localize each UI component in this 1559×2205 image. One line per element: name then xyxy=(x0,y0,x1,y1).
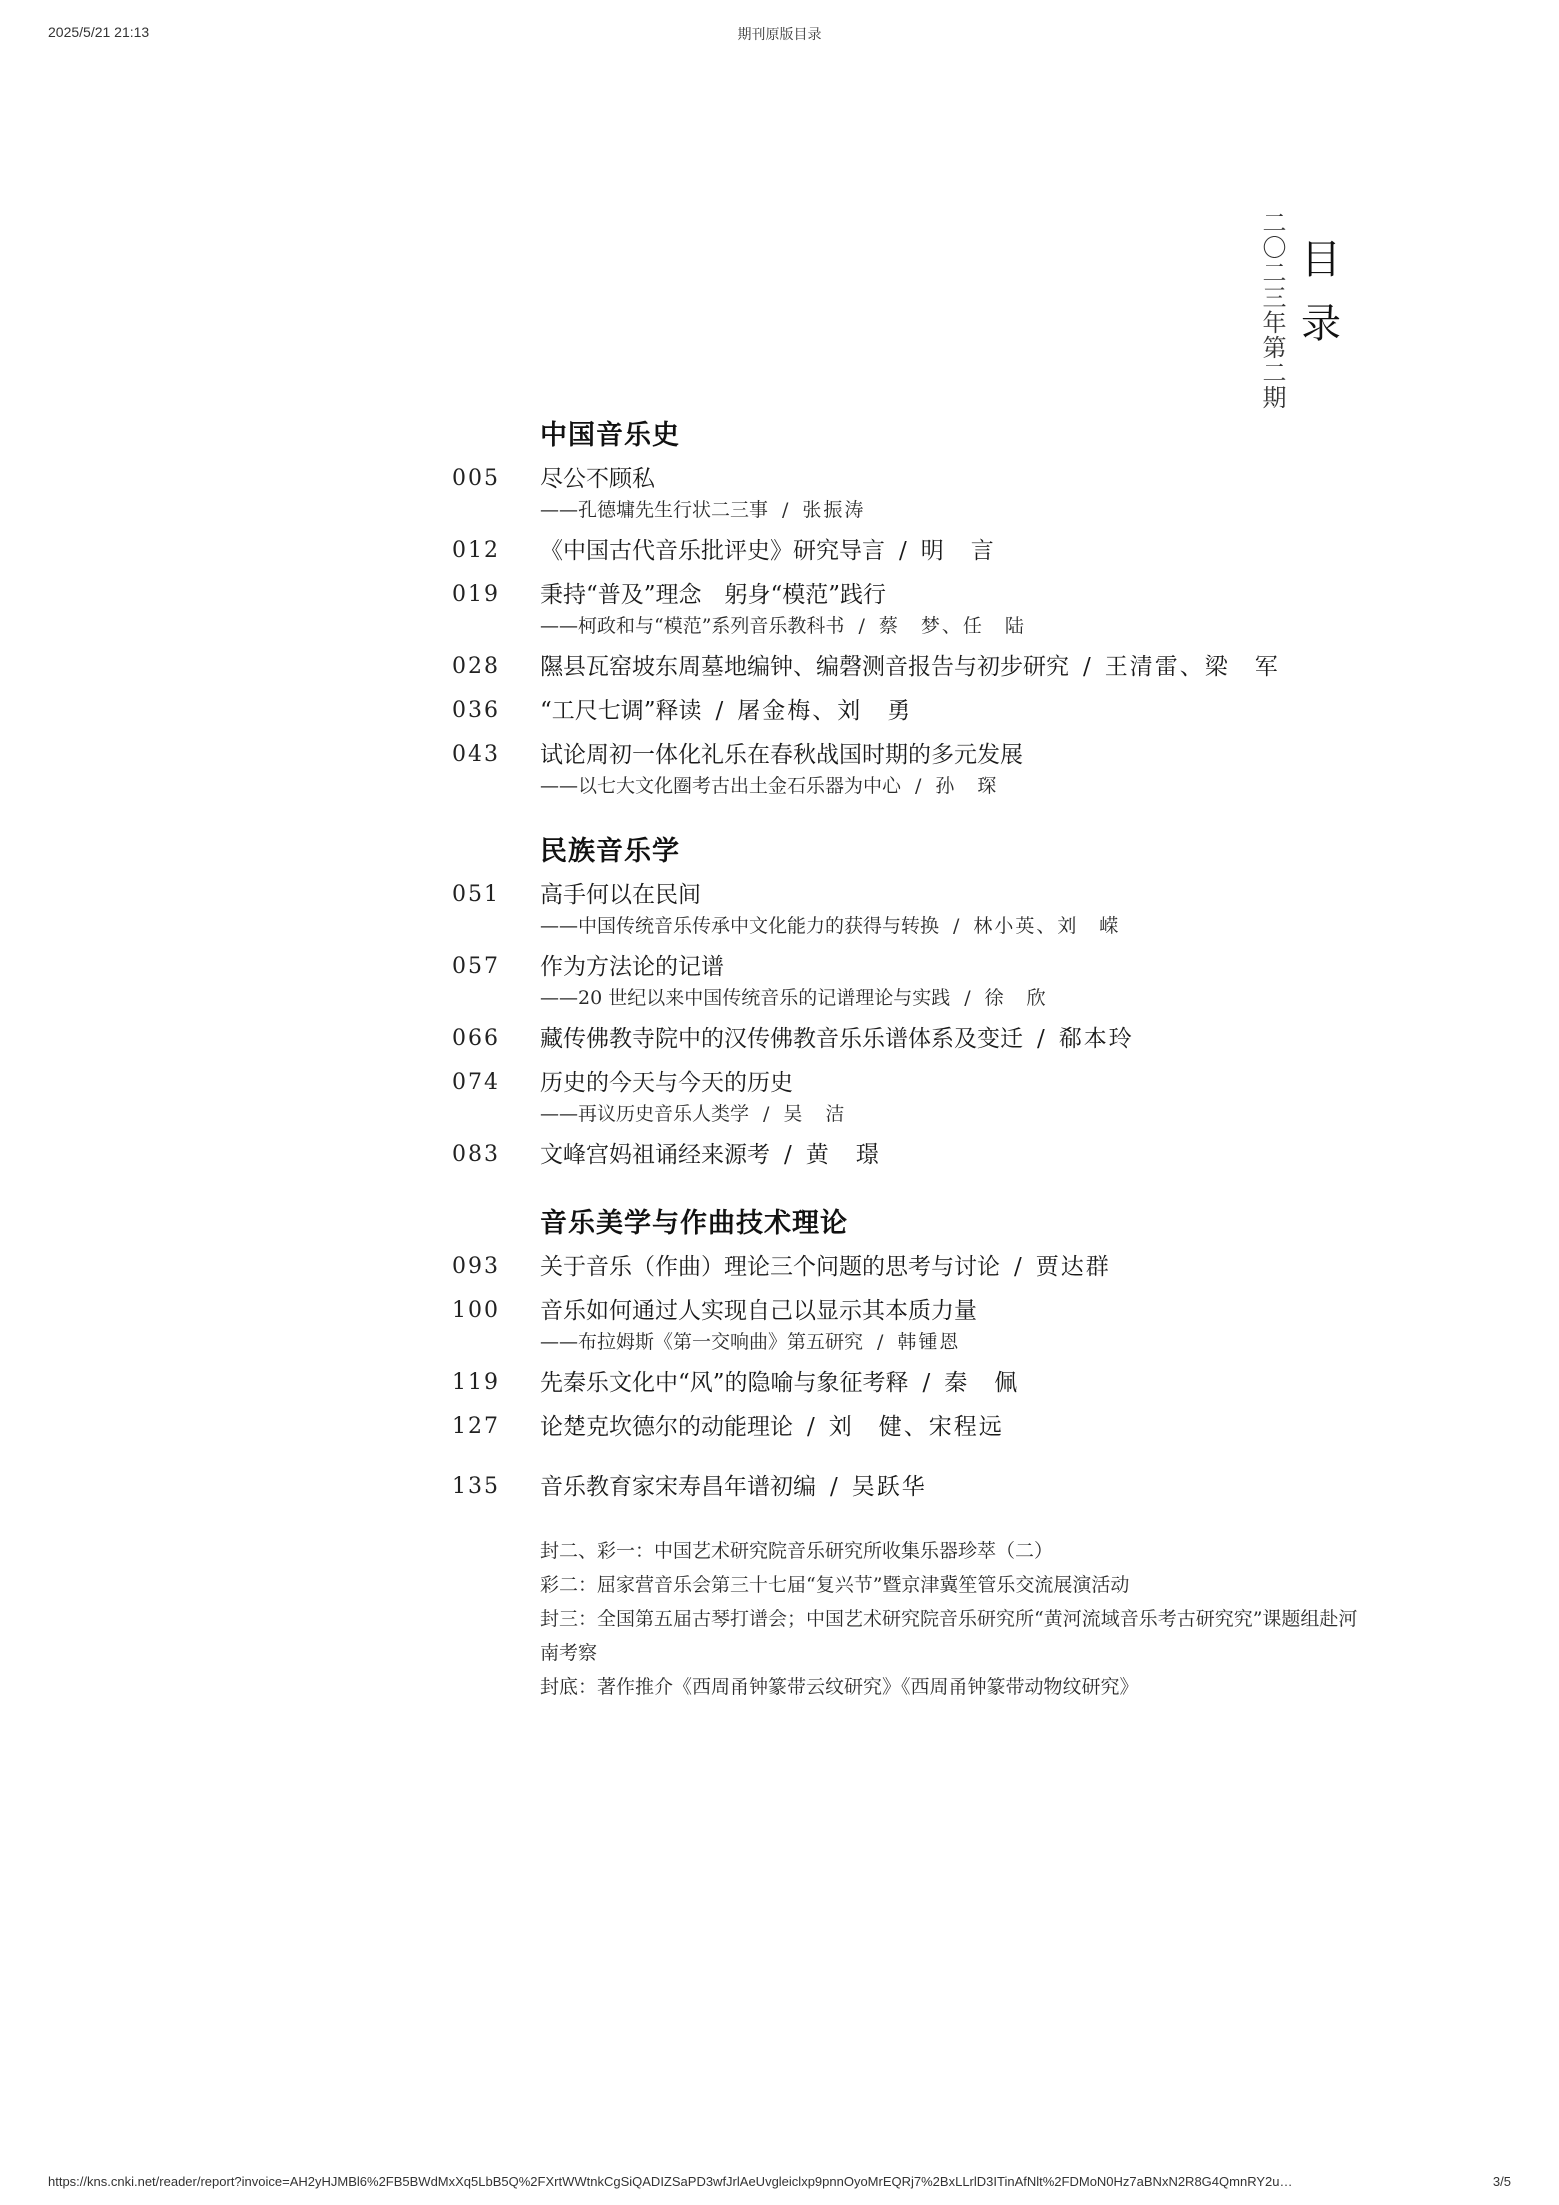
entry-body xyxy=(540,534,1352,568)
toc-entry[interactable] xyxy=(452,1138,1352,1172)
entry-author: 徐 欣 xyxy=(984,987,1048,1009)
print-page-number: 3/5 xyxy=(1492,2174,1511,2189)
toc-entry[interactable] xyxy=(452,738,1352,800)
separator-slash: / xyxy=(915,775,922,797)
entry-title: 藏传佛教寺院中的汉传佛教音乐乐谱体系及变迁 xyxy=(540,1026,1023,1052)
entry-page-number: 012 xyxy=(452,538,500,563)
toc-entry[interactable] xyxy=(452,878,1352,940)
section-title: 中国音乐史 xyxy=(540,420,680,451)
separator-slash: / xyxy=(715,698,724,724)
entry-body xyxy=(540,578,1352,640)
entry-title-line xyxy=(540,650,1352,684)
toc-entry[interactable] xyxy=(452,1366,1352,1400)
entry-title: 先秦乐文化中“风”的隐喻与象征考释 xyxy=(540,1370,909,1396)
entry-title-line xyxy=(540,1470,1352,1504)
entry-title: 《中国古代音乐批评史》研究导言 xyxy=(540,538,885,564)
entry-body xyxy=(540,650,1352,684)
section-title: 民族音乐学 xyxy=(540,836,680,867)
toc-entry[interactable] xyxy=(452,694,1352,728)
entry-body xyxy=(540,950,1352,1012)
section-title: 音乐美学与作曲技术理论 xyxy=(540,1208,848,1239)
separator-slash: / xyxy=(877,1331,884,1353)
entry-body xyxy=(540,1066,1352,1128)
entry-subtitle-line xyxy=(540,1328,1352,1356)
entry-title-line xyxy=(540,738,1352,772)
entry-page-number: 083 xyxy=(452,1142,500,1167)
entry-title-line xyxy=(540,534,1352,568)
entry-body xyxy=(540,462,1352,524)
entry-author: 王清雷、梁 军 xyxy=(1104,654,1280,680)
separator-slash: / xyxy=(763,1103,770,1125)
entry-title: 音乐如何通过人实现自己以显示其本质力量 xyxy=(540,1298,977,1324)
entry-title: “工尺七调”释读 xyxy=(540,698,702,724)
toc-entry[interactable] xyxy=(452,534,1352,568)
entry-author: 秦 佩 xyxy=(944,1370,1020,1396)
entry-page-number: 057 xyxy=(452,954,500,979)
print-page-title: 期刊原版目录 xyxy=(737,26,822,42)
toc-entry[interactable] xyxy=(452,650,1352,684)
entry-body xyxy=(540,1138,1352,1172)
entry-title: 隰县瓦窑坡东周墓地编钟、编磬测音报告与初步研究 xyxy=(540,654,1069,680)
entry-title-line xyxy=(540,1066,1352,1100)
toc-entry[interactable] xyxy=(452,1410,1352,1444)
entry-title: 论楚克坎德尔的动能理论 xyxy=(540,1414,793,1440)
entry-body xyxy=(540,738,1352,800)
entry-subtitle: ——以七大文化圈考古出土金石乐器为中心 xyxy=(540,775,902,797)
toc-section xyxy=(452,1470,1352,1504)
entry-title: 文峰宫妈祖诵经来源考 xyxy=(540,1142,770,1168)
toc-title xyxy=(1301,228,1351,356)
issue-label: 二〇二三年第二期 xyxy=(1258,210,1286,410)
entry-page-number: 036 xyxy=(452,698,500,723)
entry-body xyxy=(540,1410,1352,1444)
entry-title-line xyxy=(540,1294,1352,1328)
entry-author: 黄 璟 xyxy=(805,1142,881,1168)
entry-subtitle-line xyxy=(540,496,1352,524)
entry-author: 蔡 梦、任 陆 xyxy=(878,615,1026,637)
entry-page-number: 051 xyxy=(452,882,500,907)
entry-subtitle-line xyxy=(540,984,1352,1012)
toc-entry[interactable] xyxy=(452,1470,1352,1504)
toc-section xyxy=(452,410,1352,800)
print-timestamp: 2025/5/21 21:13 xyxy=(48,24,150,40)
toc-section xyxy=(452,1198,1352,1444)
print-footer xyxy=(0,2174,1559,2196)
cover-note: 彩二：屈家营音乐会第三十七届“复兴节”暨京津冀笙管乐交流展演活动 xyxy=(540,1574,1130,1596)
entry-body xyxy=(540,1470,1352,1504)
entry-page-number: 135 xyxy=(452,1474,500,1499)
entry-author: 明 言 xyxy=(920,538,996,564)
entry-title: 关于音乐（作曲）理论三个问题的思考与讨论 xyxy=(540,1254,1000,1280)
entry-body xyxy=(540,1366,1352,1400)
table-of-contents xyxy=(452,410,1358,1704)
entry-subtitle: ——20 世纪以来中国传统音乐的记谱理论与实践 xyxy=(540,987,951,1009)
separator-slash: / xyxy=(782,499,789,521)
entry-subtitle-line xyxy=(540,612,1352,640)
toc-entry[interactable] xyxy=(452,1066,1352,1128)
entry-title-line xyxy=(540,950,1352,984)
entry-author: 吴 洁 xyxy=(783,1103,847,1125)
separator-slash: / xyxy=(964,987,971,1009)
cover-notes xyxy=(540,1534,1360,1704)
entry-title-line xyxy=(540,878,1352,912)
entry-title: 高手何以在民间 xyxy=(540,882,701,908)
entry-page-number: 019 xyxy=(452,582,500,607)
entry-body xyxy=(540,1022,1352,1056)
entry-page-number: 119 xyxy=(452,1370,500,1395)
entry-author: 郗本玲 xyxy=(1058,1026,1134,1052)
entry-page-number: 074 xyxy=(452,1070,500,1095)
entry-page-number: 005 xyxy=(452,466,500,491)
toc-entry[interactable] xyxy=(452,578,1352,640)
entry-title: 尽公不顾私 xyxy=(540,466,655,492)
separator-slash: / xyxy=(858,615,865,637)
toc-entry[interactable] xyxy=(452,1250,1352,1284)
entry-author: 屠金梅、刘 勇 xyxy=(737,698,913,724)
entry-body xyxy=(540,878,1352,940)
entry-subtitle: ——中国传统音乐传承中文化能力的获得与转换 xyxy=(540,915,940,937)
print-header xyxy=(0,24,1559,48)
separator-slash: / xyxy=(1083,654,1091,680)
entry-subtitle: ——再议历史音乐人类学 xyxy=(540,1103,750,1125)
separator-slash: / xyxy=(830,1474,838,1500)
entry-subtitle-line xyxy=(540,1100,1352,1128)
entry-title-line xyxy=(540,1366,1352,1400)
entry-title-line xyxy=(540,1022,1352,1056)
entry-title: 作为方法论的记谱 xyxy=(540,954,724,980)
entry-author: 林小英、刘 嵘 xyxy=(973,915,1121,937)
cover-note: 封底：著作推介《西周甬钟篆带云纹研究》《西周甬钟篆带动物纹研究》 xyxy=(540,1676,1139,1698)
separator-slash: / xyxy=(953,915,960,937)
entry-title: 音乐教育家宋寿昌年谱初编 xyxy=(540,1474,816,1500)
entry-title-line xyxy=(540,1410,1352,1444)
entry-title-line xyxy=(540,462,1352,496)
toc-section xyxy=(452,826,1352,1172)
toc-title-char-1: 目 xyxy=(1301,237,1341,283)
entry-author: 刘 健、宋程远 xyxy=(828,1414,1004,1440)
entry-subtitle: ——布拉姆斯《第一交响曲》第五研究 xyxy=(540,1331,864,1353)
entry-title-line xyxy=(540,1250,1352,1284)
toc-entry[interactable] xyxy=(452,1022,1352,1056)
entry-author: 吴跃华 xyxy=(851,1474,927,1500)
entry-subtitle-line xyxy=(540,912,1352,940)
entry-author: 孙 琛 xyxy=(935,775,999,797)
entry-page-number: 127 xyxy=(452,1414,500,1439)
entry-author: 张振涛 xyxy=(802,499,866,521)
cover-note: 封二、彩一：中国艺术研究院音乐研究所收集乐器珍萃（二） xyxy=(540,1540,1054,1562)
entry-body xyxy=(540,694,1352,728)
separator-slash: / xyxy=(899,538,907,564)
separator-slash: / xyxy=(807,1414,815,1440)
entry-page-number: 100 xyxy=(452,1298,500,1323)
entry-subtitle: ——柯政和与“模范”系列音乐教科书 xyxy=(540,615,845,637)
entry-title: 历史的今天与今天的历史 xyxy=(540,1070,793,1096)
entry-body xyxy=(540,1294,1352,1356)
entry-page-number: 093 xyxy=(452,1254,500,1279)
toc-entry[interactable] xyxy=(452,950,1352,1012)
separator-slash: / xyxy=(1014,1254,1022,1280)
entry-page-number: 028 xyxy=(452,654,500,679)
source-url[interactable]: https://kns.cnki.net/reader/report?invoice=AH2yHJMBl6%2FB5BWdMxXq5LbB5Q%2FXrtWWtnkCgSiQADIZSaPD3wfJrlAeUvgleiclxp9pnnOyoMrEQRj7%2BxLLrlD3ITinAfNlt%2FDMoN0Hz7aBNxN2R8G4QmnRY2u… xyxy=(48,2174,1293,2189)
entry-title: 秉持“普及”理念 躬身“模范”践行 xyxy=(540,582,887,608)
cover-note: 封三：全国第五届古琴打谱会；中国艺术研究院音乐研究所“黄河流域音乐考古研究究”课题组赴河南考察 xyxy=(540,1608,1358,1664)
entry-author: 韩锺恩 xyxy=(897,1331,961,1353)
separator-slash: / xyxy=(784,1142,792,1168)
entry-title: 试论周初一体化礼乐在春秋战国时期的多元发展 xyxy=(540,742,1023,768)
entry-subtitle-line xyxy=(540,772,1352,800)
entry-page-number: 066 xyxy=(452,1026,500,1051)
toc-entry[interactable] xyxy=(452,462,1352,524)
separator-slash: / xyxy=(1037,1026,1045,1052)
toc-title-char-2: 录 xyxy=(1301,301,1341,347)
entry-body xyxy=(540,1250,1352,1284)
entry-subtitle: ——孔德墉先生行状二三事 xyxy=(540,499,769,521)
toc-entry[interactable] xyxy=(452,1294,1352,1356)
entry-page-number: 043 xyxy=(452,742,500,767)
entry-author: 贾达群 xyxy=(1035,1254,1111,1280)
entry-title-line xyxy=(540,578,1352,612)
separator-slash: / xyxy=(922,1370,931,1396)
entry-title-line xyxy=(540,1138,1352,1172)
entry-title-line xyxy=(540,694,1352,728)
